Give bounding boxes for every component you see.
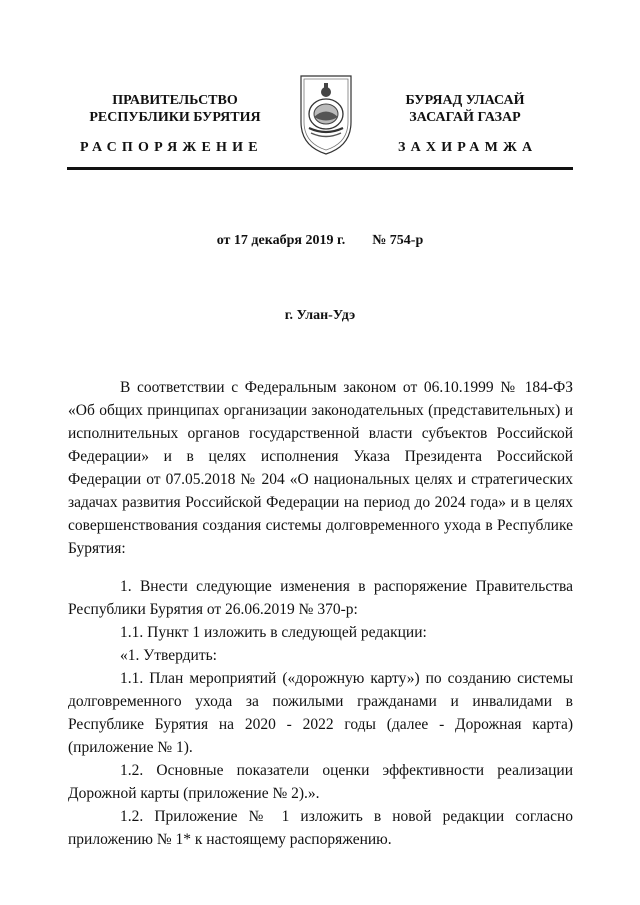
header-right-line1: БУРЯАД УЛАСАЙ bbox=[405, 93, 525, 108]
city: г. Улан-Удэ bbox=[284, 308, 356, 323]
paragraph-quote-start: «1. Утвердить: bbox=[120, 647, 217, 664]
intro-section bbox=[68, 376, 573, 560]
paragraph-item-1-1: 1.1. Пункт 1 изложить в следующей редакции: bbox=[120, 624, 427, 641]
intro-paragraph: В соответствии с Федеральным законом от 06.10.1999 № 184-ФЗ «Об общих принципах организации законодательных (представительных) и исполнительных органов государственной власти субъектов Российской Федерации» и в целях исполнения Указа Президента Российской Федерации от 07.05.2018 № 204 «О национальных целях и стратегических задачах развития Российской Федерации на период до 2024 года» и в целях совершенствования создания системы долговременного ухода в Республике Бурятия: bbox=[68, 379, 573, 557]
header-left-line1: ПРАВИТЕЛЬСТВО bbox=[112, 93, 238, 108]
items-section bbox=[68, 575, 573, 851]
header-left-line2: РЕСПУБЛИКИ БУРЯТИЯ bbox=[89, 110, 261, 125]
decree-date: от 17 декабря 2019 г. bbox=[216, 233, 346, 248]
paragraph-item-1-2: 1.2. Приложение № 1 изложить в новой редакции согласно приложению № 1* к настоящему распоряжению. bbox=[68, 808, 573, 848]
header-left-block bbox=[80, 92, 270, 126]
decree-title-ru: РАСПОРЯЖЕНИЕ bbox=[80, 140, 263, 155]
header-right-line2: ЗАСАГАЙ ГАЗАР bbox=[409, 110, 521, 125]
header-right-block bbox=[370, 92, 560, 126]
paragraph-plan: 1.1. План мероприятий («дорожную карту») по созданию системы долговременного ухода за пожилыми гражданами и инвалидами в Республике Бурятия на 2020 - 2022 годы (далее - Дорожная карта) (приложение № 1). bbox=[68, 670, 573, 756]
date-line bbox=[0, 233, 640, 249]
decree-number: № 754-р bbox=[372, 233, 424, 248]
paragraph-indicators: 1.2. Основные показатели оценки эффективности реализации Дорожной карты (приложение № 2).». bbox=[68, 762, 573, 802]
coat-of-arms-buryatia-icon bbox=[297, 70, 355, 156]
decree-title-bur: ЗАХИРАМЖА bbox=[398, 140, 538, 155]
paragraph-item-1: 1. Внести следующие изменения в распоряжение Правительства Республики Бурятия от 26.06.2019 № 370-р: bbox=[68, 578, 573, 618]
header-divider bbox=[67, 167, 573, 170]
